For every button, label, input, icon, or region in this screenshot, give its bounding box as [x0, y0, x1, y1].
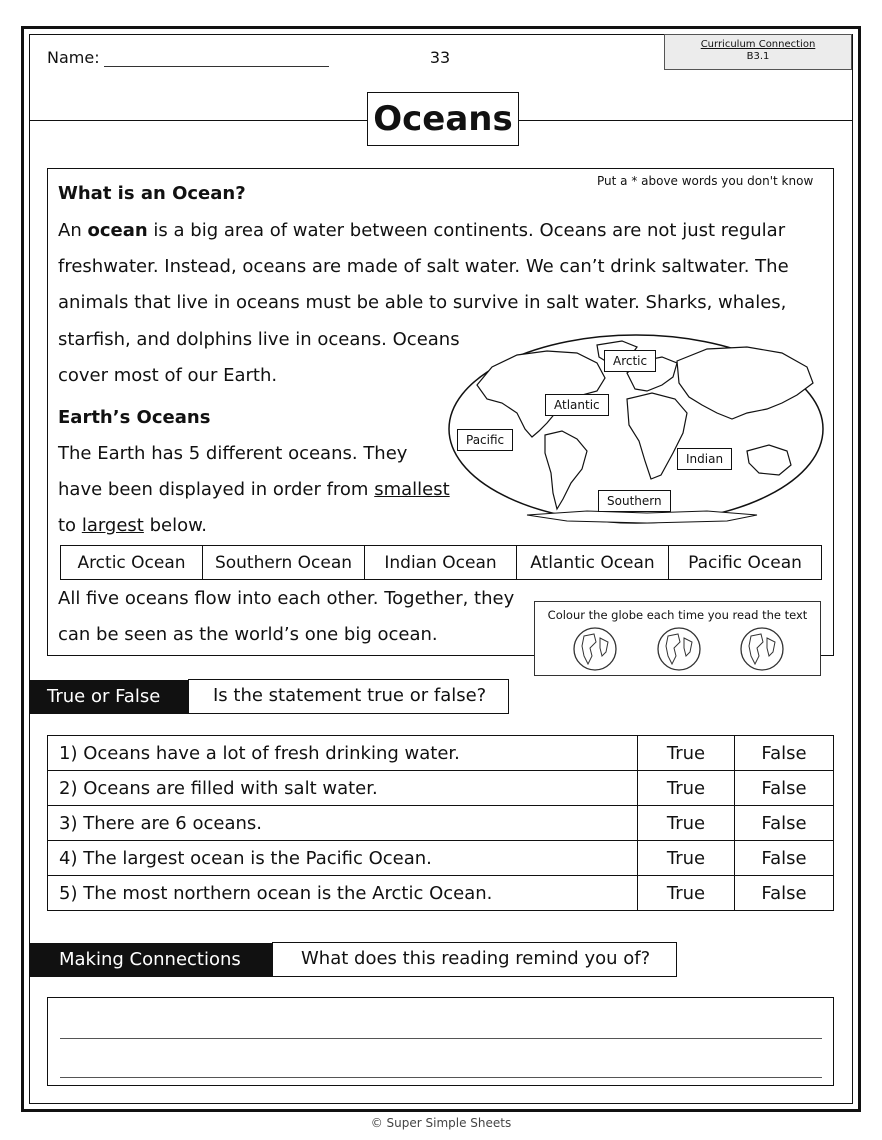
ocean-cell-5: Pacific Ocean [669, 546, 822, 580]
map-label-indian: Indian [677, 448, 732, 470]
text-order-from: have been displayed in order from [58, 479, 369, 500]
tf-row [48, 736, 834, 771]
tf-false-option[interactable]: False [735, 841, 834, 876]
reading-line-10: can be seen as the world’s one big ocean. [58, 624, 438, 645]
text-below: below. [149, 515, 207, 536]
text-an: An [58, 220, 82, 241]
curriculum-connection-title: Curriculum Connection [700, 39, 816, 50]
heading-what-is-ocean: What is an Ocean? [58, 183, 246, 204]
underlined-smallest: smallest [374, 479, 450, 500]
tf-false-option[interactable]: False [735, 876, 834, 911]
ocean-cell-1: Arctic Ocean [61, 546, 203, 580]
tf-statement-5: 5) The most northern ocean is the Arctic Ocean. [48, 876, 638, 911]
reading-line-6: The Earth has 5 different oceans. They [58, 443, 408, 464]
globe-caption: Colour the globe each time you read the text [547, 608, 808, 622]
world-map [447, 333, 825, 525]
tf-statement-1: 1) Oceans have a lot of fresh drinking water. [48, 736, 638, 771]
reading-line-7 [58, 472, 450, 508]
continent-antarctica [527, 511, 757, 523]
reading-line-1 [58, 213, 785, 249]
reading-line-9: All five oceans flow into each other. Together, they [58, 588, 515, 609]
true-false-prompt: Is the statement true or false? [188, 679, 509, 714]
reading-line-2: freshwater. Instead, oceans are made of salt water. We can’t drink saltwater. The [58, 256, 789, 277]
map-label-arctic: Arctic [604, 350, 656, 372]
oceans-order-table [60, 545, 822, 580]
tf-row [48, 771, 834, 806]
unknown-words-note: Put a * above words you don't know [597, 174, 814, 188]
underlined-largest: largest [81, 515, 144, 536]
tf-false-option[interactable]: False [735, 806, 834, 841]
tf-true-option[interactable]: True [638, 876, 735, 911]
tf-statement-3: 3) There are 6 oceans. [48, 806, 638, 841]
true-false-table [47, 735, 834, 911]
answer-line-2[interactable] [60, 1077, 822, 1078]
page-number: 33 [429, 48, 451, 67]
tf-true-option[interactable]: True [638, 771, 735, 806]
map-label-pacific: Pacific [457, 429, 513, 451]
tf-false-option[interactable]: False [735, 771, 834, 806]
globe-icon-3[interactable] [739, 626, 785, 672]
reading-line-8 [58, 508, 207, 544]
ocean-cell-2: Southern Ocean [203, 546, 365, 580]
tf-row [48, 876, 834, 911]
bold-term-ocean: ocean [87, 220, 148, 241]
name-label: Name: [47, 48, 100, 67]
text-to: to [58, 515, 77, 536]
tf-statement-4: 4) The largest ocean is the Pacific Ocean. [48, 841, 638, 876]
text-line1-rest: is a big area of water between continents. Oceans are not just regular [153, 220, 786, 241]
tf-true-option[interactable]: True [638, 806, 735, 841]
ocean-cell-3: Indian Ocean [365, 546, 517, 580]
reading-line-3: animals that live in oceans must be able to survive in salt water. Sharks, whales, [58, 292, 787, 313]
reading-line-4: starfish, and dolphins live in oceans. Oceans [58, 329, 460, 350]
curriculum-code: B3.1 [746, 51, 770, 62]
name-field-line[interactable] [104, 66, 329, 67]
globe-icon-1[interactable] [572, 626, 618, 672]
map-label-atlantic: Atlantic [545, 394, 609, 416]
globe-icon-2[interactable] [656, 626, 702, 672]
making-connections-prompt: What does this reading remind you of? [272, 942, 677, 977]
tf-statement-2: 2) Oceans are filled with salt water. [48, 771, 638, 806]
reading-line-5: cover most of our Earth. [58, 365, 278, 386]
true-false-tab: True or False [29, 680, 188, 714]
tf-true-option[interactable]: True [638, 736, 735, 771]
globe-reading-tracker [534, 601, 821, 676]
answer-line-1[interactable] [60, 1038, 822, 1039]
making-connections-tab: Making Connections [29, 943, 272, 977]
ocean-cell-4: Atlantic Ocean [517, 546, 669, 580]
connections-answer-box[interactable] [47, 997, 834, 1086]
tf-row [48, 841, 834, 876]
tf-false-option[interactable]: False [735, 736, 834, 771]
page-title: Oceans [367, 92, 519, 146]
heading-earths-oceans: Earth’s Oceans [58, 407, 211, 428]
tf-true-option[interactable]: True [638, 841, 735, 876]
curriculum-connection-box [664, 34, 852, 70]
tf-row [48, 806, 834, 841]
copyright-footer: © Super Simple Sheets [370, 1116, 512, 1130]
map-label-southern: Southern [598, 490, 671, 512]
